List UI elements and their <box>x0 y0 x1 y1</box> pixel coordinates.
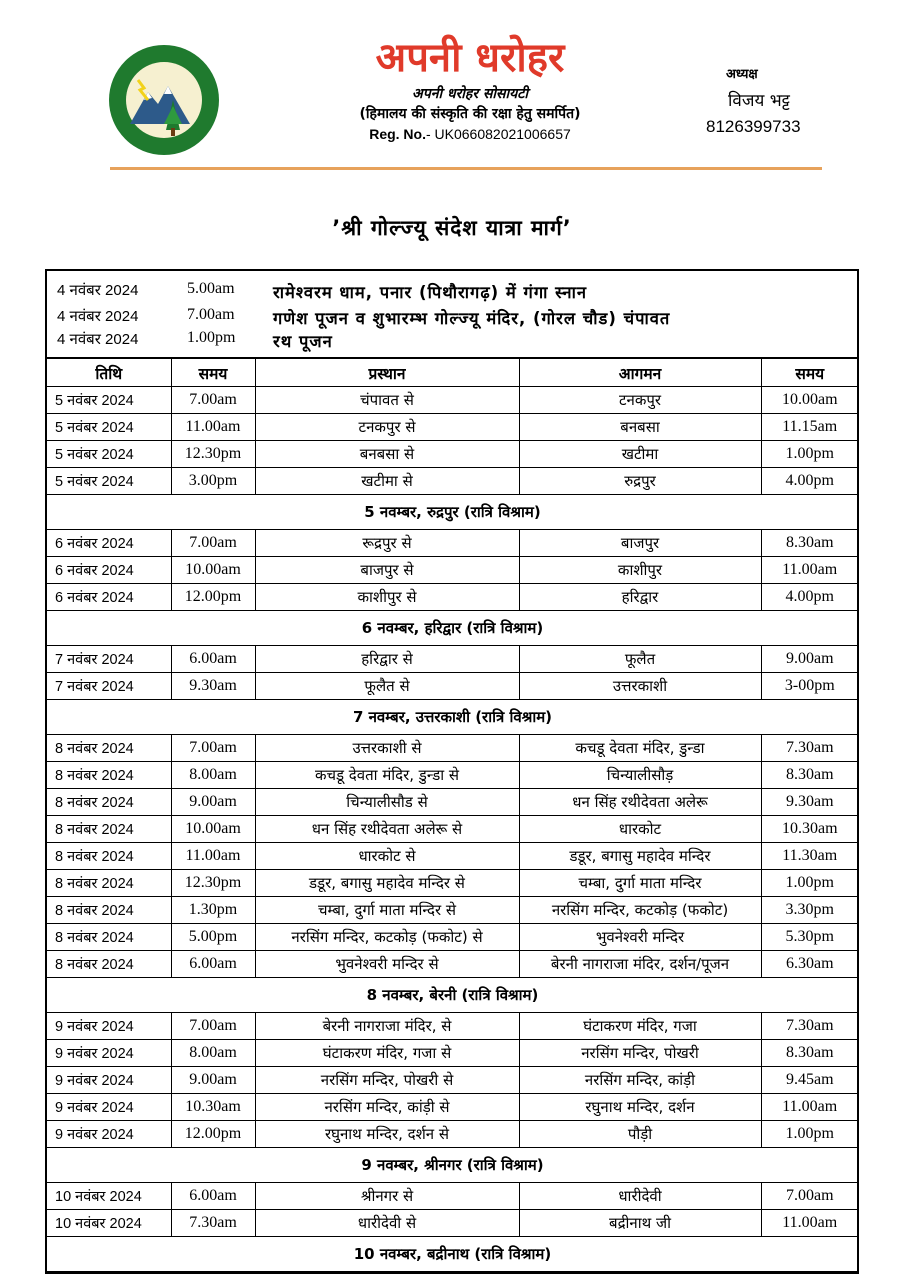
society-logo <box>108 44 220 156</box>
row-departure-place: भुवनेश्वरी मन्दिर से <box>255 951 519 978</box>
row-arrival-place: बनबसा <box>519 414 761 441</box>
president-phone: 8126399733 <box>706 117 801 136</box>
table-row <box>47 1013 858 1040</box>
row-departure-time: 12.30pm <box>171 870 255 897</box>
row-departure-time: 11.00am <box>171 843 255 870</box>
row-departure-time: 7.30am <box>171 1210 255 1237</box>
intro-date: 4 नवंबर 2024 <box>57 308 139 325</box>
table-row <box>47 441 858 468</box>
row-departure-place: टनकपुर से <box>255 414 519 441</box>
row-departure-time: 10.00am <box>171 557 255 584</box>
row-date: 8 नवंबर 2024 <box>47 897 171 924</box>
row-departure-place: रघुनाथ मन्दिर, दर्शन से <box>255 1121 519 1148</box>
row-departure-time: 9.30am <box>171 673 255 700</box>
row-departure-place: डडूर, बगासु महादेव मन्दिर से <box>255 870 519 897</box>
row-arrival-place: धारकोट <box>519 816 761 843</box>
night-halt-row <box>47 495 858 530</box>
row-departure-time: 7.00am <box>171 387 255 414</box>
row-arrival-time: 5.30pm <box>761 924 858 951</box>
row-arrival-place: टनकपुर <box>519 387 761 414</box>
table-row <box>47 816 858 843</box>
row-departure-place: नरसिंग मन्दिर, कटकोड़ (फकोट) से <box>255 924 519 951</box>
schedule-table <box>45 269 859 1274</box>
intro-event: रथ पूजन <box>273 332 333 351</box>
itinerary-table <box>47 359 858 1272</box>
row-departure-time: 10.30am <box>171 1094 255 1121</box>
row-date: 6 नवंबर 2024 <box>47 557 171 584</box>
row-arrival-time: 9.00am <box>761 646 858 673</box>
row-arrival-time: 6.30am <box>761 951 858 978</box>
row-departure-time: 5.00pm <box>171 924 255 951</box>
table-row <box>47 843 858 870</box>
night-halt-label: 7 नवम्बर, उत्तरकाशी (रात्रि विश्राम) <box>47 700 858 735</box>
intro-time: 1.00pm <box>187 329 236 346</box>
row-arrival-place: उत्तरकाशी <box>519 673 761 700</box>
row-departure-place: रूद्रपुर से <box>255 530 519 557</box>
header-departure: प्रस्थान <box>255 359 519 387</box>
row-date: 9 नवंबर 2024 <box>47 1013 171 1040</box>
row-arrival-place: चिन्यालीसौड़ <box>519 762 761 789</box>
row-date: 8 नवंबर 2024 <box>47 924 171 951</box>
row-date: 7 नवंबर 2024 <box>47 673 171 700</box>
row-arrival-time: 4.00pm <box>761 468 858 495</box>
intro-time: 5.00am <box>187 280 235 297</box>
night-halt-row <box>47 978 858 1013</box>
row-arrival-place: डडूर, बगासु महादेव मन्दिर <box>519 843 761 870</box>
row-arrival-time: 3-00pm <box>761 673 858 700</box>
row-date: 9 नवंबर 2024 <box>47 1067 171 1094</box>
org-tagline: (हिमालय की संस्कृति की रक्षा हेतु समर्पित) <box>359 106 581 122</box>
row-arrival-time: 1.00pm <box>761 441 858 468</box>
table-row <box>47 673 858 700</box>
row-arrival-time: 1.00pm <box>761 1121 858 1148</box>
row-departure-time: 11.00am <box>171 414 255 441</box>
intro-row <box>47 306 857 330</box>
row-arrival-time: 8.30am <box>761 762 858 789</box>
row-departure-place: श्रीनगर से <box>255 1183 519 1210</box>
row-arrival-time: 11.00am <box>761 557 858 584</box>
row-date: 8 नवंबर 2024 <box>47 762 171 789</box>
row-date: 6 नवंबर 2024 <box>47 584 171 611</box>
row-departure-time: 9.00am <box>171 789 255 816</box>
row-arrival-place: नरसिंग मन्दिर, कटकोड़ (फकोट) <box>519 897 761 924</box>
org-title: अपनी धरोहर <box>375 35 565 81</box>
row-date: 9 नवंबर 2024 <box>47 1121 171 1148</box>
president-name: विजय भट्ट <box>728 91 790 111</box>
row-departure-place: खटीमा से <box>255 468 519 495</box>
row-arrival-time: 11.30am <box>761 843 858 870</box>
row-arrival-time: 11.00am <box>761 1094 858 1121</box>
row-departure-time: 7.00am <box>171 530 255 557</box>
row-arrival-place: भुवनेश्वरी मन्दिर <box>519 924 761 951</box>
row-arrival-time: 9.30am <box>761 789 858 816</box>
row-arrival-place: चम्बा, दुर्गा माता मन्दिर <box>519 870 761 897</box>
row-arrival-place: बेरनी नागराजा मंदिर, दर्शन/पूजन <box>519 951 761 978</box>
president-block <box>706 64 836 137</box>
row-departure-place: धारकोट से <box>255 843 519 870</box>
table-row <box>47 1183 858 1210</box>
row-arrival-time: 9.45am <box>761 1067 858 1094</box>
reg-value: - UK066082021006657 <box>425 126 571 142</box>
row-departure-place: नरसिंग मन्दिर, कांड़ी से <box>255 1094 519 1121</box>
table-row <box>47 951 858 978</box>
row-arrival-place: खटीमा <box>519 441 761 468</box>
header-divider <box>110 167 822 170</box>
row-departure-place: चम्बा, दुर्गा माता मन्दिर से <box>255 897 519 924</box>
row-departure-place: चिन्यालीसौड से <box>255 789 519 816</box>
row-departure-time: 6.00am <box>171 646 255 673</box>
row-departure-time: 7.00am <box>171 735 255 762</box>
row-arrival-place: पौड़ी <box>519 1121 761 1148</box>
night-halt-label: 6 नवम्बर, हरिद्वार (रात्रि विश्राम) <box>47 611 858 646</box>
row-date: 5 नवंबर 2024 <box>47 387 171 414</box>
row-departure-place: काशीपुर से <box>255 584 519 611</box>
row-departure-time: 12.30pm <box>171 441 255 468</box>
row-date: 8 नवंबर 2024 <box>47 870 171 897</box>
table-row <box>47 646 858 673</box>
table-header-row <box>47 359 858 387</box>
intro-row <box>47 329 857 353</box>
table-row <box>47 870 858 897</box>
row-arrival-time: 7.00am <box>761 1183 858 1210</box>
row-departure-time: 10.00am <box>171 816 255 843</box>
president-label: अध्यक्ष <box>726 67 758 82</box>
row-arrival-place: कचडू देवता मंदिर, डुन्डा <box>519 735 761 762</box>
night-halt-row <box>47 700 858 735</box>
row-date: 9 नवंबर 2024 <box>47 1040 171 1067</box>
header-arrival-time: समय <box>761 359 858 387</box>
intro-block <box>47 271 857 359</box>
night-halt-row <box>47 611 858 646</box>
table-row <box>47 1094 858 1121</box>
table-row <box>47 1121 858 1148</box>
intro-row <box>47 280 857 304</box>
row-departure-time: 8.00am <box>171 1040 255 1067</box>
row-date: 9 नवंबर 2024 <box>47 1094 171 1121</box>
table-row <box>47 584 858 611</box>
itinerary-body <box>47 387 858 1272</box>
row-departure-place: हरिद्वार से <box>255 646 519 673</box>
table-row <box>47 735 858 762</box>
row-arrival-place: हरिद्वार <box>519 584 761 611</box>
row-arrival-time: 10.00am <box>761 387 858 414</box>
row-departure-place: चंपावत से <box>255 387 519 414</box>
night-halt-label: 9 नवम्बर, श्रीनगर (रात्रि विश्राम) <box>47 1148 858 1183</box>
table-row <box>47 414 858 441</box>
night-halt-label: 5 नवम्बर, रुद्रपुर (रात्रि विश्राम) <box>47 495 858 530</box>
row-arrival-place: धारीदेवी <box>519 1183 761 1210</box>
table-row <box>47 557 858 584</box>
row-arrival-time: 8.30am <box>761 1040 858 1067</box>
night-halt-label: 10 नवम्बर, बद्रीनाथ (रात्रि विश्राम) <box>47 1237 858 1272</box>
registration-number <box>300 126 640 142</box>
row-arrival-time: 3.30pm <box>761 897 858 924</box>
row-arrival-time: 8.30am <box>761 530 858 557</box>
row-arrival-time: 4.00pm <box>761 584 858 611</box>
row-arrival-place: रुद्रपुर <box>519 468 761 495</box>
row-departure-place: बनबसा से <box>255 441 519 468</box>
row-date: 10 नवंबर 2024 <box>47 1210 171 1237</box>
reg-label: Reg. No. <box>369 126 426 142</box>
row-arrival-place: रघुनाथ मन्दिर, दर्शन <box>519 1094 761 1121</box>
row-date: 8 नवंबर 2024 <box>47 816 171 843</box>
row-date: 5 नवंबर 2024 <box>47 468 171 495</box>
row-departure-place: नरसिंग मन्दिर, पोखरी से <box>255 1067 519 1094</box>
night-halt-label: 8 नवम्बर, बेरनी (रात्रि विश्राम) <box>47 978 858 1013</box>
header-arrival: आगमन <box>519 359 761 387</box>
row-departure-time: 12.00pm <box>171 1121 255 1148</box>
intro-event: रामेश्वरम धाम, पनार (पिथौरागढ़) में गंगा स्नान <box>273 283 588 302</box>
night-halt-row <box>47 1237 858 1272</box>
table-row <box>47 1210 858 1237</box>
row-date: 7 नवंबर 2024 <box>47 646 171 673</box>
row-departure-time: 7.00am <box>171 1013 255 1040</box>
row-departure-time: 9.00am <box>171 1067 255 1094</box>
row-departure-place: फूलैत से <box>255 673 519 700</box>
row-arrival-time: 7.30am <box>761 1013 858 1040</box>
row-departure-time: 6.00am <box>171 951 255 978</box>
row-date: 8 नवंबर 2024 <box>47 951 171 978</box>
table-row <box>47 762 858 789</box>
row-arrival-time: 11.15am <box>761 414 858 441</box>
table-row <box>47 924 858 951</box>
row-arrival-place: नरसिंग मन्दिर, कांड़ी <box>519 1067 761 1094</box>
row-date: 6 नवंबर 2024 <box>47 530 171 557</box>
row-arrival-place: फूलैत <box>519 646 761 673</box>
row-date: 8 नवंबर 2024 <box>47 789 171 816</box>
intro-date: 4 नवंबर 2024 <box>57 282 139 299</box>
route-title: ’श्री गोल्ज्यू संदेश यात्रा मार्ग’ <box>332 216 572 240</box>
table-row <box>47 468 858 495</box>
row-departure-place: कचडू देवता मंदिर, डुन्डा से <box>255 762 519 789</box>
table-row <box>47 789 858 816</box>
row-departure-time: 8.00am <box>171 762 255 789</box>
row-date: 8 नवंबर 2024 <box>47 735 171 762</box>
row-departure-time: 6.00am <box>171 1183 255 1210</box>
row-departure-place: धारीदेवी से <box>255 1210 519 1237</box>
table-row <box>47 530 858 557</box>
row-departure-place: बेरनी नागराजा मंदिर, से <box>255 1013 519 1040</box>
intro-time: 7.00am <box>187 306 235 323</box>
row-departure-place: धन सिंह रथीदेवता अलेरू से <box>255 816 519 843</box>
row-arrival-place: नरसिंग मन्दिर, पोखरी <box>519 1040 761 1067</box>
row-departure-place: घंटाकरण मंदिर, गजा से <box>255 1040 519 1067</box>
row-departure-place: उत्तरकाशी से <box>255 735 519 762</box>
night-halt-row <box>47 1148 858 1183</box>
row-departure-time: 3.00pm <box>171 468 255 495</box>
row-date: 10 नवंबर 2024 <box>47 1183 171 1210</box>
row-arrival-place: काशीपुर <box>519 557 761 584</box>
row-arrival-time: 7.30am <box>761 735 858 762</box>
row-arrival-place: बाजपुर <box>519 530 761 557</box>
intro-event: गणेश पूजन व शुभारम्भ गोल्ज्यू मंदिर, (गोरल चौड) चंपावत <box>273 309 671 328</box>
intro-date: 4 नवंबर 2024 <box>57 331 139 348</box>
row-arrival-place: बद्रीनाथ जी <box>519 1210 761 1237</box>
row-arrival-time: 10.30am <box>761 816 858 843</box>
table-row <box>47 897 858 924</box>
row-date: 8 नवंबर 2024 <box>47 843 171 870</box>
header-date: तिथि <box>47 359 171 387</box>
table-row <box>47 387 858 414</box>
row-date: 5 नवंबर 2024 <box>47 441 171 468</box>
table-row <box>47 1067 858 1094</box>
org-name: अपनी धरोहर सोसायटी <box>412 86 528 102</box>
row-arrival-time: 11.00am <box>761 1210 858 1237</box>
header-time: समय <box>171 359 255 387</box>
row-arrival-time: 1.00pm <box>761 870 858 897</box>
row-departure-time: 12.00pm <box>171 584 255 611</box>
row-date: 5 नवंबर 2024 <box>47 414 171 441</box>
row-arrival-place: धन सिंह रथीदेवता अलेरू <box>519 789 761 816</box>
row-departure-time: 1.30pm <box>171 897 255 924</box>
table-row <box>47 1040 858 1067</box>
row-departure-place: बाजपुर से <box>255 557 519 584</box>
row-arrival-place: घंटाकरण मंदिर, गजा <box>519 1013 761 1040</box>
